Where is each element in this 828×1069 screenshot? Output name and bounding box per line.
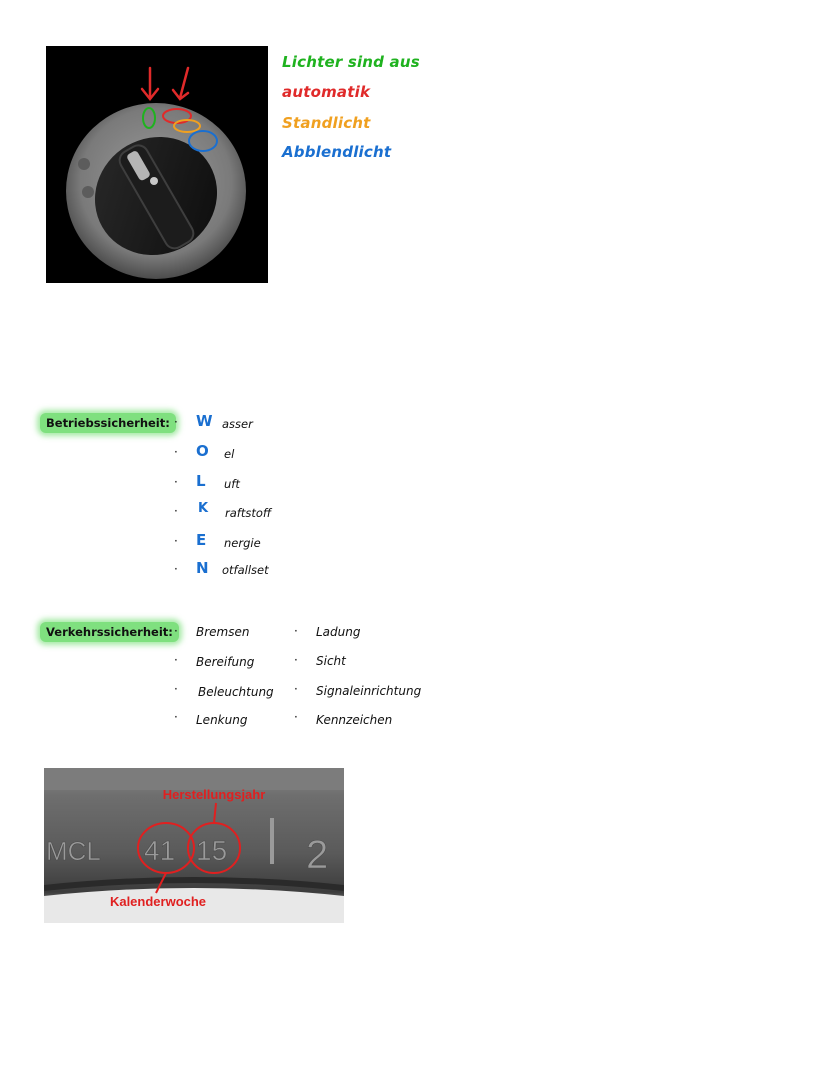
arrow-down-icon xyxy=(173,68,188,99)
initial-letter: E xyxy=(196,531,207,549)
label-production-year: Herstellungsjahr xyxy=(162,787,266,802)
list-item: Signaleinrichtung xyxy=(316,684,422,698)
arrow-down-icon xyxy=(142,68,158,99)
verkehrssicherheit-title: Verkehrssicherheit: xyxy=(40,622,179,642)
bullet: · xyxy=(174,682,178,696)
bullet: · xyxy=(294,682,298,696)
initial-letter: W xyxy=(196,412,213,430)
bullet: · xyxy=(174,504,178,518)
tyre-sidewall-illustration xyxy=(44,768,344,923)
legend-auto: automatik xyxy=(282,83,371,101)
tyre-code-prefix: MCL xyxy=(46,836,101,866)
label-calendar-week: Kalenderwoche xyxy=(109,894,207,909)
list-item: Bremsen xyxy=(196,625,250,639)
light-switch-photo xyxy=(46,46,268,283)
word-rest: raftstoff xyxy=(225,506,272,520)
word-rest: asser xyxy=(222,417,253,431)
tyre-divider xyxy=(270,818,274,864)
list-item: Beleuchtung xyxy=(198,685,274,699)
initial-letter: K xyxy=(198,501,209,516)
bezel-symbol xyxy=(78,158,90,170)
tyre-code-year: 15 xyxy=(196,835,228,866)
bullet: · xyxy=(174,710,178,724)
list-item: Lenkung xyxy=(196,713,248,727)
bullet: · xyxy=(174,445,178,459)
initial-letter: O xyxy=(196,442,209,460)
bullet: · xyxy=(174,534,178,548)
bullet: · xyxy=(294,710,298,724)
word-rest: nergie xyxy=(224,536,261,550)
light-switch-illustration xyxy=(46,46,268,283)
legend-parking-light: Standlicht xyxy=(282,114,371,132)
legend-low-beam: Abblendlicht xyxy=(282,143,392,161)
legend-off: Lichter sind aus xyxy=(282,53,420,71)
bullet: · xyxy=(294,624,298,638)
bullet: · xyxy=(174,624,178,638)
betriebssicherheit-title: Betriebssicherheit: xyxy=(40,413,176,433)
bullet: · xyxy=(294,653,298,667)
list-item: Kennzeichen xyxy=(316,713,393,727)
word-rest: el xyxy=(224,447,235,461)
bullet: · xyxy=(174,653,178,667)
light-symbol-icon xyxy=(150,177,158,185)
word-rest: otfallset xyxy=(222,563,269,577)
list-item: Ladung xyxy=(316,625,361,639)
initial-letter: L xyxy=(196,472,206,490)
list-item: Sicht xyxy=(316,654,346,668)
bullet: · xyxy=(174,562,178,576)
tyre-size-digit: 2 xyxy=(306,833,329,877)
word-rest: uft xyxy=(224,477,240,491)
tyre-code-week: 41 xyxy=(144,835,176,866)
bezel-symbol xyxy=(82,186,94,198)
initial-letter: N xyxy=(196,559,209,577)
list-item: Bereifung xyxy=(196,655,255,669)
tyre-dot-photo xyxy=(44,768,344,923)
bullet: · xyxy=(174,415,178,429)
bullet: · xyxy=(174,475,178,489)
